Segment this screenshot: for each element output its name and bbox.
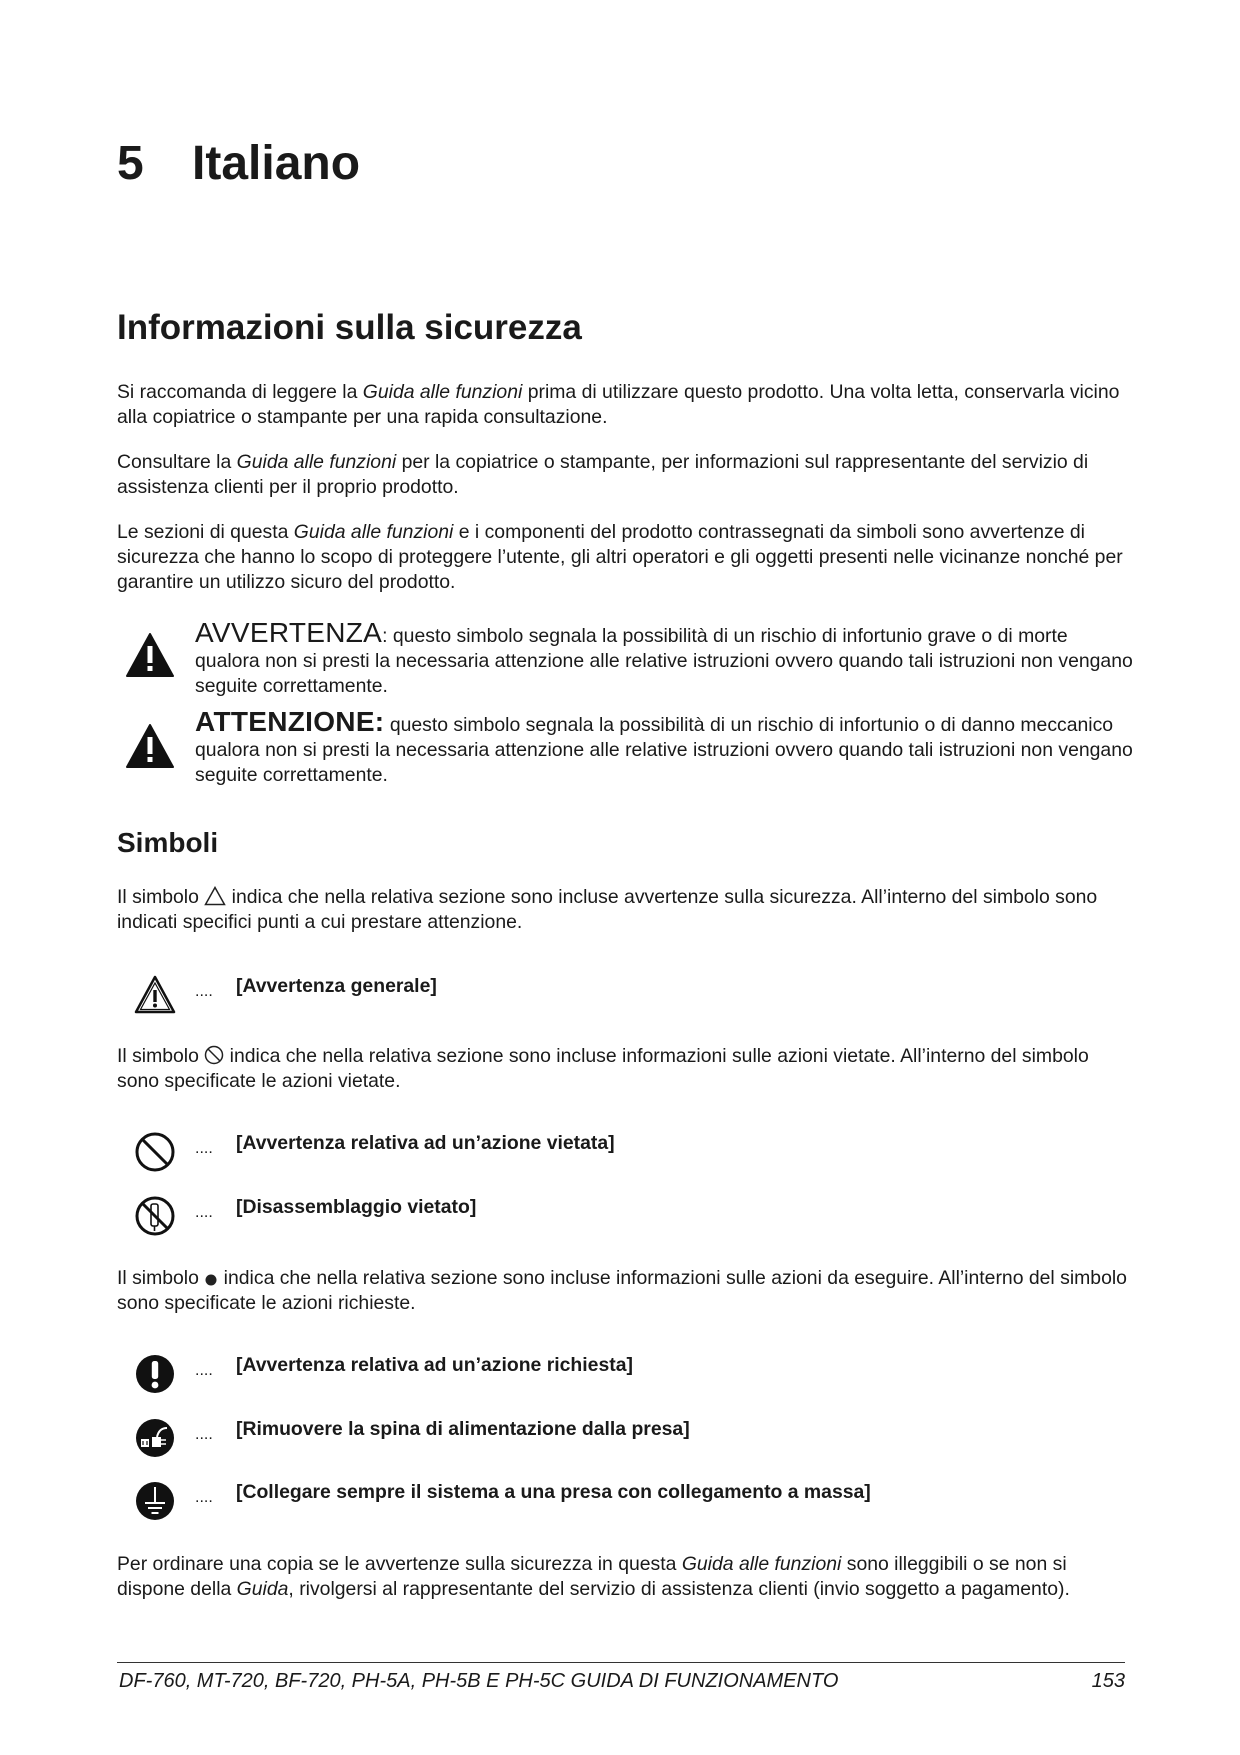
general-warning-icon (133, 973, 177, 1017)
warning-keyword: AVVERTENZA (195, 617, 383, 648)
symbols-title: Simboli (117, 827, 219, 858)
caution-triangle-icon (125, 723, 175, 769)
unplug-icon (133, 1416, 177, 1460)
required-action-icon (133, 1352, 177, 1396)
footer-title: DF-760, MT-720, BF-720, PH-5A, PH-5B E PH-5C GUIDA DI FUNZIONAMENTO (119, 1670, 839, 1692)
symbols-required-paragraph: Il simbolo indica che nella relativa sezione sono incluse informazioni sulle azioni da eseguire. All’interno del simbolo sono specificate le azioni richieste. (117, 1267, 1127, 1314)
warning-triangle-icon (125, 632, 175, 678)
page-number: 153 (1091, 1670, 1125, 1692)
closing-paragraph: Per ordinare una copia se le avvertenze sulla sicurezza in questa Guida alle funzioni sono illeggibili o se non si dispone della Guida, rivolgersi al rappresentante del servizio di assistenza clienti (invio soggetto a pagamento). (117, 1553, 1070, 1600)
no-disassembly-icon (133, 1194, 177, 1238)
symbol-label: [Rimuovere la spina di alimentazione dalla presa] (236, 1418, 690, 1440)
filled-circle-icon (204, 1271, 218, 1287)
ground-icon (133, 1479, 177, 1523)
intro-paragraph-3: Le sezioni di questa Guida alle funzioni e i componenti del prodotto contrassegnati da simboli sono avvertenze di sicurezza che hanno lo scopo di proteggere l’utente, gli altri operatori e gli oggetti presenti nelle vicinanze nonché per garantire un utilizzo sicuro del prodotto. (117, 521, 1123, 593)
section-title: Informazioni sulla sicurezza (117, 308, 582, 347)
chapter-title: Italiano (192, 137, 361, 190)
symbol-label: [Avvertenza relativa ad un’azione vietata] (236, 1132, 615, 1154)
intro-paragraph-2: Consultare la Guida alle funzioni per la copiatrice o stampante, per informazioni sul rappresentante del servizio di assistenza clienti per il proprio prodotto. (117, 451, 1089, 498)
symbol-label: [Avvertenza relativa ad un’azione richiesta] (236, 1354, 633, 1376)
symbol-label: [Disassemblaggio vietato] (236, 1196, 477, 1218)
footer-divider (117, 1662, 1125, 1663)
warning-avvertenza-text: AVVERTENZA: questo simbolo segnala la possibilità di un rischio di infortunio grave o di morte qualora non si presti la necessaria attenzione alle relative istruzioni ovvero quando tali istruzioni non vengano seguite correttamente. (195, 617, 1133, 697)
intro-paragraph-1: Si raccomanda di leggere la Guida alle funzioni prima di utilizzare questo prodotto. Una volta letta, conservarla vicino alla copiatrice o stampante per una rapida consultazione. (117, 381, 1120, 428)
chapter-heading (117, 136, 360, 191)
warning-attenzione-text: ATTENZIONE: questo simbolo segnala la possibilità di un rischio di infortunio o di danno meccanico qualora non si presti la necessaria attenzione alle relative istruzioni ovvero quando tali istruzioni non vengano seguite correttamente. (195, 706, 1133, 786)
chapter-number: 5 (117, 137, 144, 190)
triangle-outline-icon (204, 886, 226, 906)
symbol-label: [Collegare sempre il sistema a una presa con collegamento a massa] (236, 1481, 871, 1503)
circle-slash-icon (204, 1045, 224, 1065)
symbol-label: [Avvertenza generale] (236, 975, 437, 997)
symbols-triangle-paragraph: Il simbolo indica che nella relativa sezione sono incluse avvertenze sulla sicurezza. All’interno del simbolo sono indicati specifici punti a cui prestare attenzione. (117, 886, 1098, 933)
prohibited-action-icon (133, 1130, 177, 1174)
caution-keyword: ATTENZIONE: (195, 706, 385, 737)
symbols-prohibited-paragraph: Il simbolo indica che nella relativa sezione sono incluse informazioni sulle azioni vietate. All’interno del simbolo sono specificate le azioni vietate. (117, 1045, 1089, 1092)
